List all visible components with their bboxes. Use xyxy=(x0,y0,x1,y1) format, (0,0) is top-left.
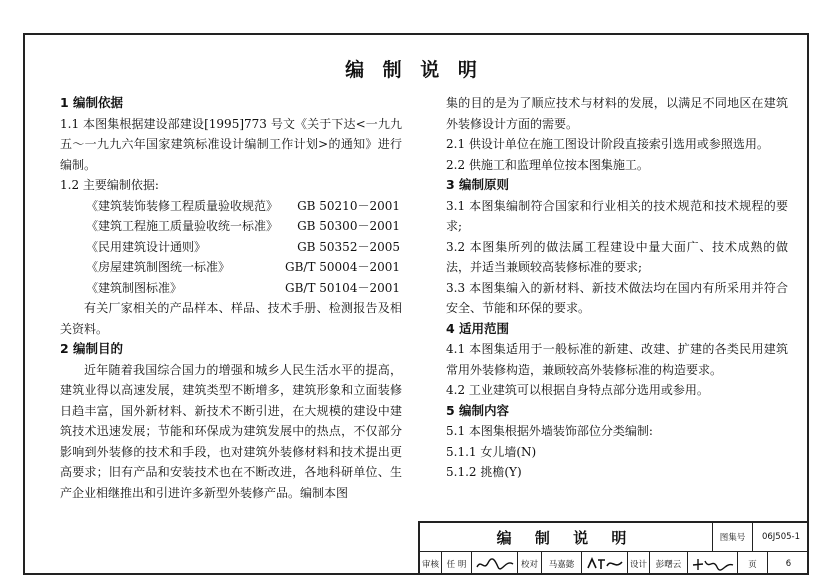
atlas-number-label: 图集号 xyxy=(713,523,753,552)
signature-mark xyxy=(585,556,625,572)
standard-row xyxy=(60,237,402,258)
section-4-1-text: 4.1 本图集适用于一般标准的新建、改建、扩建的各类民用建筑常用外装修构造，兼顾较高外装修标准的构造要求。 xyxy=(446,342,788,377)
standard-code: GB 50352－2005 xyxy=(297,239,400,254)
page-label: 页 xyxy=(738,552,768,575)
page-title: 编 制 说 明 xyxy=(345,59,483,81)
standard-name: 《建筑工程施工质量验收统一标准》 xyxy=(86,219,279,233)
reviewer-signature xyxy=(472,552,518,575)
section-3-heading: 3 编制原则 xyxy=(446,177,510,192)
page-number: 6 xyxy=(785,558,792,569)
check-label: 校对 xyxy=(518,552,542,575)
design-name: 彭曙云 xyxy=(650,552,688,575)
section-2-heading: 2 编制目的 xyxy=(60,341,124,356)
section-1-references-text: 有关厂家相关的产品样本、样品、技术手册、检测报告及相关资料。 xyxy=(60,301,402,336)
title-block-name: 编 制 说 明 xyxy=(420,523,713,552)
standard-row xyxy=(60,278,402,299)
signature-mark xyxy=(691,556,735,572)
section-1-2-text: 1.2 主要编制依据: xyxy=(60,178,159,192)
section-3-1-text: 3.1 本图集编制符合国家和行业相关的技术规范和技术规程的要求; xyxy=(446,198,788,233)
standard-code: GB 50210－2001 xyxy=(297,198,400,213)
standard-name: 《建筑制图标准》 xyxy=(86,280,183,295)
standard-code: GB/T 50004－2001 xyxy=(285,260,400,274)
review-label: 审核 xyxy=(420,552,442,575)
section-5-1-1-text: 5.1.1 女儿墙(N) xyxy=(446,444,537,459)
standard-name: 《民用建筑设计通则》 xyxy=(86,239,207,254)
section-2-text: 近年随着我国综合国力的增强和城乡人民生活水平的提高，建筑业得以高速发展，建筑类型不断增多，建筑形象和立面装修日趋丰富，国外新材料、新技术不断引进，在大规模的建设中建筑技术迅速发展；节能和环保成为建筑发展中的热点，不仅部分影响到外装修的技术和手段，也对建筑外装修材料和技术提出更高要求；旧有产品和安装技术也在不断改进，各地科研单位、生产企业相继推出和引进许多新型外装修产品。编制本图 xyxy=(60,362,402,500)
standard-row xyxy=(60,216,402,237)
section-3-3-text: 3.3 本图集编入的新材料、新技术做法均在国内有所采用并符合安全、节能和环保的要求。 xyxy=(446,280,788,315)
review-name: 任 明 xyxy=(442,552,472,575)
title-block xyxy=(418,521,809,575)
standard-row xyxy=(60,257,402,278)
design-label: 设计 xyxy=(628,552,650,575)
section-5-1-2-text: 5.1.2 挑檐(Y) xyxy=(446,465,522,479)
section-3-2-text: 3.2 本图集所列的做法属工程建设中量大面广、技术成熟的做法，并适当兼顾较高装修标准的要求; xyxy=(446,239,788,274)
atlas-number-value: 06J505-1 xyxy=(753,523,809,552)
left-column xyxy=(60,93,402,503)
section-2-1-text: 2.1 供设计单位在施工图设计阶段直接索引选用或参照选用。 xyxy=(446,137,769,151)
signature-mark xyxy=(475,556,515,572)
standard-code: GB 50300－2001 xyxy=(297,219,400,233)
section-4-heading: 4 适用范围 xyxy=(446,320,510,336)
section-1-1-text: 1.1 本图集根据建设部建设[1995]773 号文《关于下达<一九九五～一九九六年国家建筑标准设计编制工作计划>的通知》进行编制。 xyxy=(60,116,402,172)
right-column xyxy=(446,93,788,483)
section-1-heading: 1 编制依据 xyxy=(60,95,124,110)
section-2-2-text: 2.2 供施工和监理单位按本图集施工。 xyxy=(446,157,649,172)
standard-name: 《房屋建筑制图统一标准》 xyxy=(86,260,231,274)
check-name: 马嘉懿 xyxy=(542,552,582,575)
standard-code: GB/T 50104－2001 xyxy=(285,280,400,295)
standard-row xyxy=(60,196,402,217)
standard-name: 《建筑装饰装修工程质量验收规范》 xyxy=(86,198,279,213)
section-5-heading: 5 编制内容 xyxy=(446,402,510,418)
section-2-continued-text: 集的目的是为了顺应技术与材料的发展，以满足不同地区在建筑外装修设计方面的需要。 xyxy=(446,96,788,131)
section-5-1-text: 5.1 本图集根据外墙装饰部位分类编制: xyxy=(446,424,653,438)
designer-signature xyxy=(688,552,738,575)
checker-signature xyxy=(582,552,628,575)
section-4-2-text: 4.2 工业建筑可以根据自身特点部分选用或参用。 xyxy=(446,383,709,397)
